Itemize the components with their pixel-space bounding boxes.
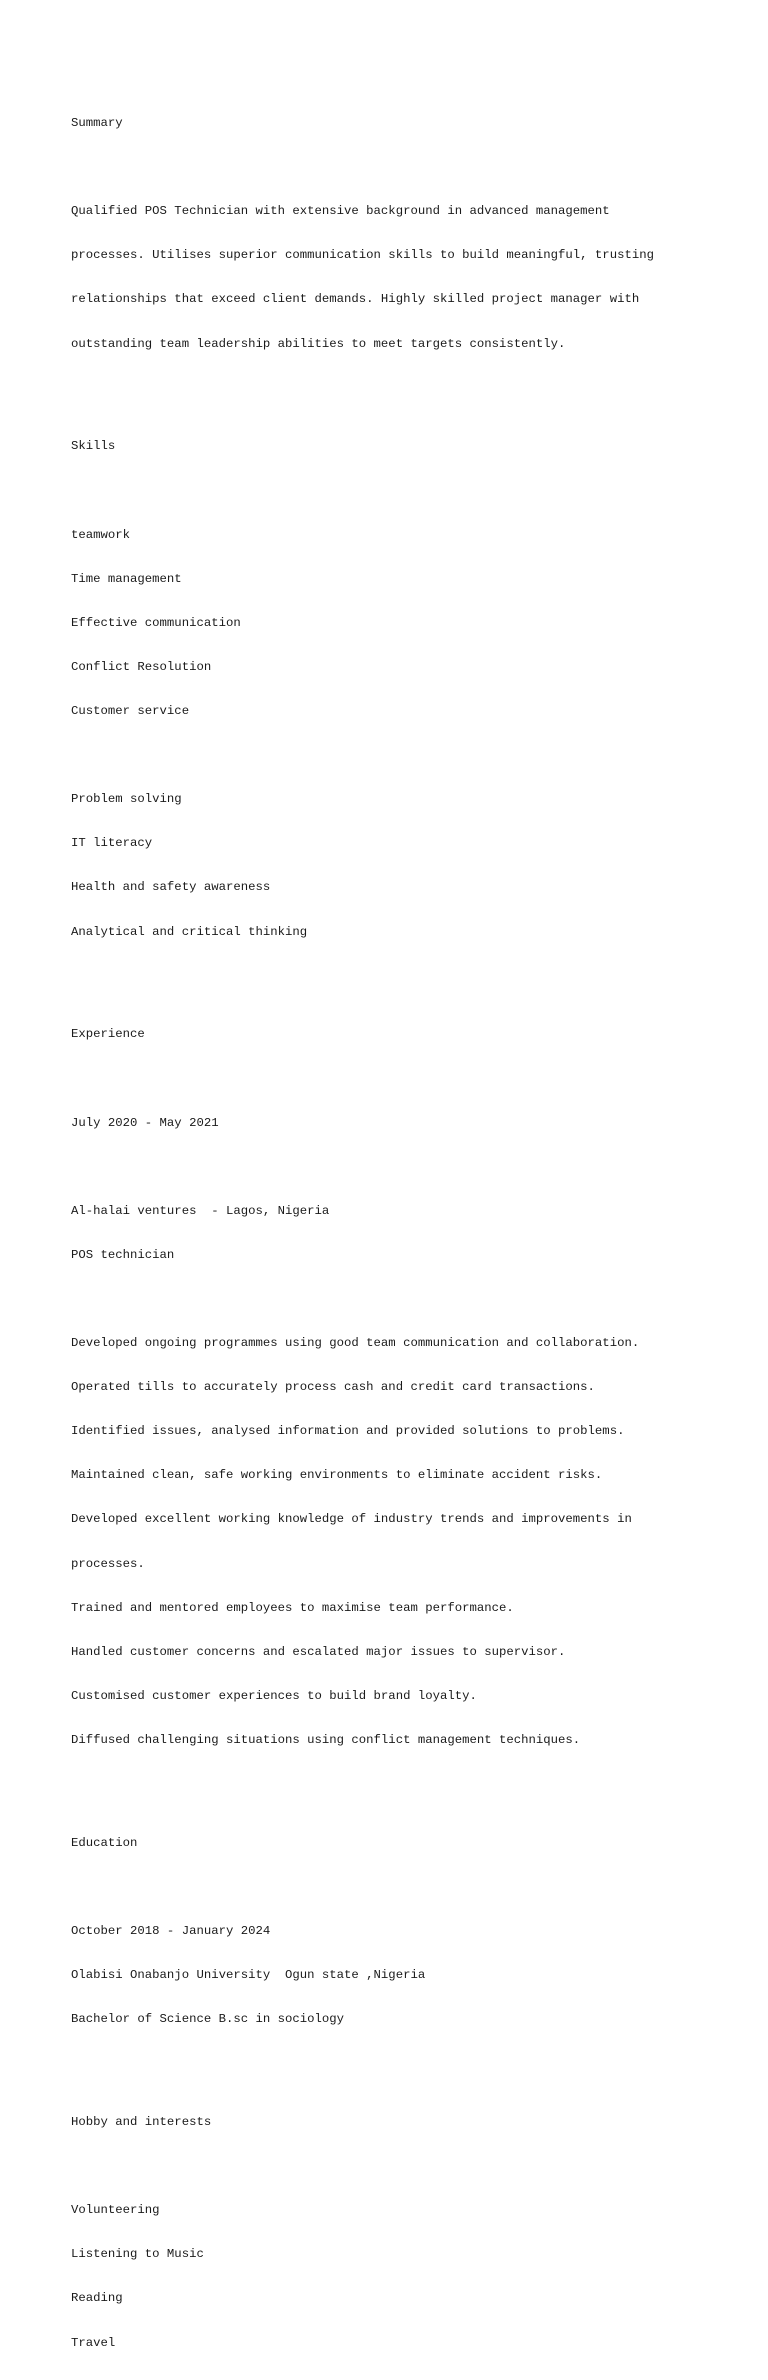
skill-item: IT literacy: [71, 836, 153, 851]
spacer: [71, 381, 711, 396]
hobby-item: Travel: [71, 2335, 116, 2350]
skill-item: teamwork: [71, 527, 131, 542]
skill-item: Problem solving: [71, 792, 182, 807]
summary-line: outstanding team leadership abilities to meet targets consistently.: [71, 336, 566, 351]
spacer: [71, 160, 711, 175]
spacer: [71, 748, 711, 763]
experience-role: POS technician: [71, 1247, 175, 1262]
duty-item: processes.: [71, 1556, 145, 1571]
resume-document: [71, 72, 711, 2380]
hobby-item: Volunteering: [71, 2203, 160, 2218]
duty-item: Developed excellent working knowledge of industry trends and improvements in: [71, 1512, 632, 1527]
spacer: [71, 2159, 711, 2174]
spacer: [71, 2056, 711, 2071]
duty-item: Diffused challenging situations using conflict management techniques.: [71, 1732, 581, 1747]
spacer: [71, 1160, 711, 1175]
duty-item: Handled customer concerns and escalated major issues to supervisor.: [71, 1644, 566, 1659]
skill-item: Health and safety awareness: [71, 880, 271, 895]
experience-dates: July 2020 - May 2021: [71, 1115, 219, 1130]
summary-line: Qualified POS Technician with extensive background in advanced management: [71, 204, 610, 219]
duty-item: Customised customer experiences to build brand loyalty.: [71, 1688, 477, 1703]
education-dates: October 2018 - January 2024: [71, 1923, 271, 1938]
spacer: [71, 1071, 711, 1086]
skill-item: Analytical and critical thinking: [71, 924, 308, 939]
hobby-item: Reading: [71, 2291, 123, 2306]
skill-item: Conflict Resolution: [71, 659, 212, 674]
spacer: [71, 969, 711, 984]
hobby-item: Listening to Music: [71, 2247, 204, 2262]
spacer: [71, 1777, 711, 1792]
skill-item: Effective communication: [71, 615, 241, 630]
experience-employer: Al-halai ventures - Lagos, Nigeria: [71, 1203, 330, 1218]
summary-line: processes. Utilises superior communication skills to build meaningful, trusting: [71, 248, 654, 263]
summary-line: relationships that exceed client demands. Highly skilled project manager with: [71, 292, 640, 307]
experience-heading: Experience: [71, 1027, 145, 1042]
skill-item: Customer service: [71, 704, 190, 719]
spacer: [71, 1292, 711, 1307]
summary-heading: Summary: [71, 116, 123, 131]
duty-item: Identified issues, analysed information and provided solutions to problems.: [71, 1424, 625, 1439]
duty-item: Operated tills to accurately process cash and credit card transactions.: [71, 1380, 595, 1395]
education-degree: Bachelor of Science B.sc in sociology: [71, 2012, 345, 2027]
hobbies-heading: Hobby and interests: [71, 2115, 212, 2130]
duty-item: Maintained clean, safe working environments to eliminate accident risks.: [71, 1468, 603, 1483]
education-heading: Education: [71, 1835, 138, 1850]
skill-item: Time management: [71, 571, 182, 586]
education-institution: Olabisi Onabanjo University Ogun state ,Nigeria: [71, 1968, 426, 1983]
duty-item: Trained and mentored employees to maximise team performance.: [71, 1600, 514, 1615]
duty-item: Developed ongoing programmes using good team communication and collaboration.: [71, 1336, 640, 1351]
spacer: [71, 484, 711, 499]
spacer: [71, 1880, 711, 1895]
skills-heading: Skills: [71, 439, 116, 454]
